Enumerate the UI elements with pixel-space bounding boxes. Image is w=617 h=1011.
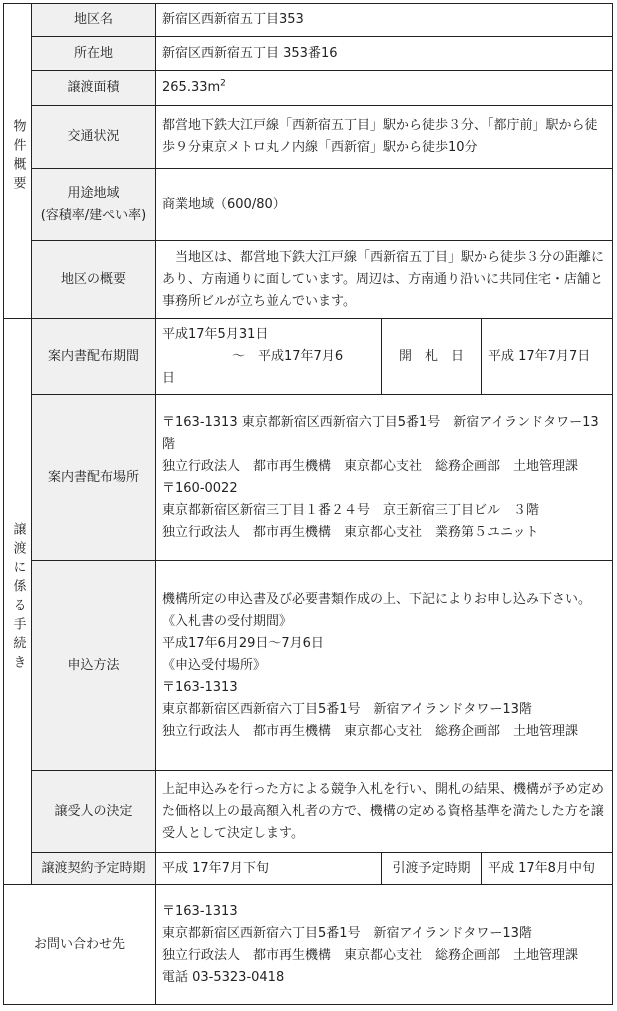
area-cell (156, 71, 613, 106)
apply-line: 《申込受付場所》 (162, 657, 267, 673)
overview-label: 地区の概要 (32, 241, 156, 319)
dist-place-line: 独立行政法人 都市再生機構 東京都心支社 総務企画部 土地管理課 (162, 458, 579, 474)
dist-place-line: 独立行政法人 都市再生機構 東京都心支社 業務第５ユニット (162, 524, 539, 540)
dist-period-line: 日 (162, 370, 176, 386)
apply-line: 機構所定の申込書及び必要書類作成の上、下記によりお申し込み下さい。 (162, 591, 592, 607)
access-value: 都営地下鉄大江戸線「西新宿五丁目」駅から徒歩３分、「都庁前」駅から徒歩９分東京メトロ丸ノ内線「西新宿」駅から徒歩10分 (156, 106, 613, 169)
access-label: 交通状況 (32, 106, 156, 169)
dist-place-line: 東京都新宿区新宿三丁目１番２４号 京王新宿三丁目ビル ３階 (162, 502, 540, 518)
apply-method-label: 申込方法 (32, 561, 156, 771)
dist-place-line: 〒163-1313 東京都新宿区西新宿六丁目5番1号 新宿アイランドタワー13階 (162, 414, 599, 452)
contact-line: 〒163-1313 (162, 903, 238, 919)
dist-period-line: 〜 平成17年7月6 (232, 348, 344, 364)
district-name-label: 地区名 (32, 4, 156, 37)
opening-date-value: 平成 17年7月7日 (482, 319, 613, 395)
apply-line: 東京都新宿区西新宿六丁目5番1号 新宿アイランドタワー13階 (162, 701, 532, 717)
usage-label: 用途地域 (容積率/建ぺい率) (32, 169, 156, 241)
overview-value: 当地区は、都営地下鉄大江戸線「西新宿五丁目」駅から徒歩３分の距離にあり、方南通りに面しています。周辺は、方南通り沿いに共同住宅・店舗と事務所ビルが立ち並んでいます。 (156, 241, 613, 319)
decision-label: 譲受人の決定 (32, 771, 156, 853)
contract-period-label: 譲渡契約予定時期 (32, 853, 156, 885)
section-procedure (4, 319, 32, 885)
dist-period-value (156, 319, 382, 395)
dist-period-line: 平成17年5月31日 (162, 326, 269, 342)
area-value: 265.33m (162, 80, 221, 95)
property-table (3, 3, 613, 1005)
dist-period-label: 案内書配布期間 (32, 319, 156, 395)
contact-label: お問い合わせ先 (4, 885, 156, 1005)
decision-value: 上記申込みを行った方による競争入札を行い、開札の結果、機構が予め定めた価格以上の最高額入札者の方で、機構の定める資格基準を満たした方を譲受人として決定します。 (156, 771, 613, 853)
section-procedure-label: 譲渡に係る手続き (10, 521, 26, 674)
contact-value (156, 885, 613, 1005)
section-property-overview-label: 物件概要 (10, 119, 26, 195)
handover-period-value: 平成 17年8月中旬 (482, 853, 613, 885)
handover-period-label: 引渡予定時期 (382, 853, 482, 885)
contract-period-value: 平成 17年7月下旬 (156, 853, 382, 885)
dist-place-value (156, 395, 613, 561)
section-property-overview (4, 4, 32, 319)
contact-phone: 電話 03-5323-0418 (162, 969, 285, 985)
apply-method-value (156, 561, 613, 771)
location-label: 所在地 (32, 37, 156, 71)
area-label: 譲渡面積 (32, 71, 156, 106)
usage-value: 商業地域（600/80） (156, 169, 613, 241)
contact-line: 独立行政法人 都市再生機構 東京都心支社 総務企画部 土地管理課 (162, 947, 579, 963)
area-unit-sup: 2 (220, 78, 226, 89)
contact-line: 東京都新宿区西新宿六丁目5番1号 新宿アイランドタワー13階 (162, 925, 532, 941)
apply-line: 独立行政法人 都市再生機構 東京都心支社 総務企画部 土地管理課 (162, 723, 579, 739)
district-name-value: 新宿区西新宿五丁目353 (156, 4, 613, 37)
location-value: 新宿区西新宿五丁目 353番16 (156, 37, 613, 71)
dist-place-line: 〒160-0022 (162, 480, 238, 496)
apply-line: 平成17年6月29日〜7月6日 (162, 635, 324, 651)
apply-line: 〒163-1313 (162, 679, 238, 695)
apply-line: 《入札書の受付期間》 (162, 613, 293, 629)
dist-place-label: 案内書配布場所 (32, 395, 156, 561)
opening-date-label: 開 札 日 (382, 319, 482, 395)
